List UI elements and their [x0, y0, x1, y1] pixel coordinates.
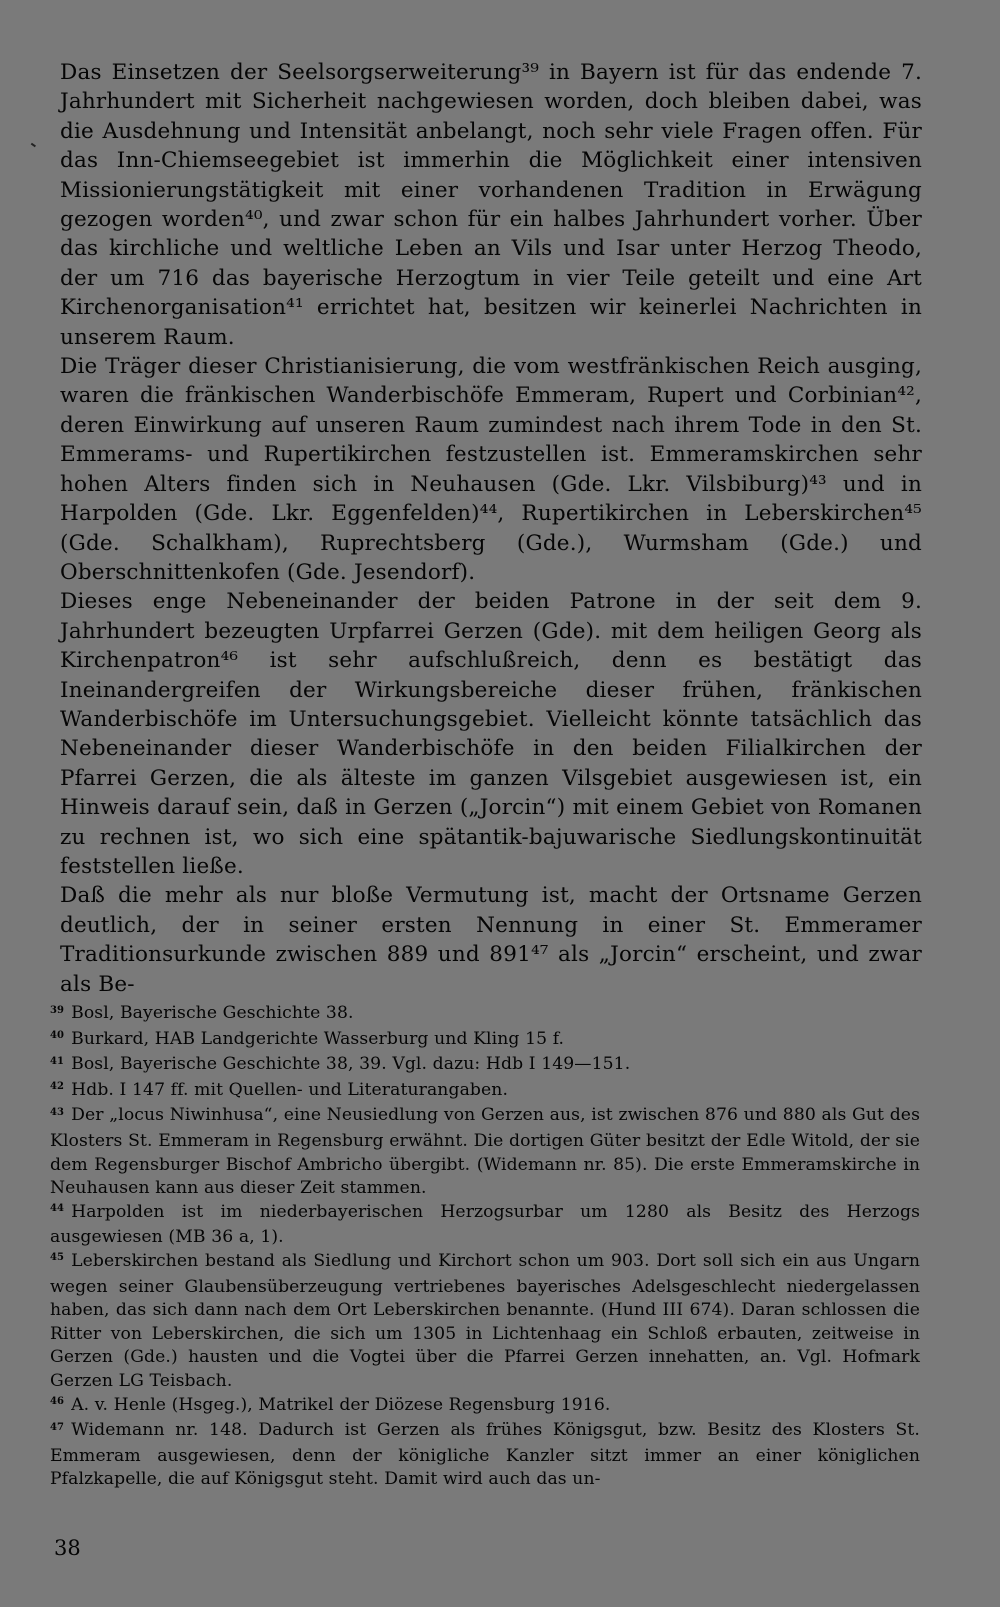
- footnote-text: Harpolden ist im niederbayerischen Herzogsurbar um 1280 als Besitz des Herzogs ausgewiesen (MB 36 a, 1).: [50, 1201, 920, 1248]
- footnote-number: 40: [50, 1030, 65, 1042]
- footnote-number: 46: [50, 1396, 65, 1407]
- footnote-40: [50, 1028, 920, 1054]
- footnote-text: Der „locus Niwinhusa“, eine Neusiedlung von Gerzen aus, ist zwischen 876 und 880 als Gut des Klosters St. Emmeram in Regensburg erwähnt. Die dortigen Güter besitzt der Edle Witold, der sie dem Regensburger Bischof Ambricho übergibt. (Widemann nr. 85). Die erste Emmeramskirche in Neuhausen kann aus dieser Zeit stammen.: [50, 1105, 920, 1199]
- footnote-number: 41: [50, 1055, 65, 1067]
- paragraph-1: Das Einsetzen der Seelsorgserweiterung³⁹ in Bayern ist für das endende 7. Jahrhundert mit Sicherheit nachgewiesen worden, doch bleiben dabei, was die Ausdehnung und Intensität anbelangt, noch sehr viele Fragen offen. Für das Inn-Chiemseegebiet ist immerhin die Möglichkeit einer intensiven Missionierungstätigkeit mit einer vorhandenen Tradition in Erwägung gezogen worden⁴⁰, und zwar schon für ein halbes Jahrhundert vorher. Über das kirchliche und weltliche Leben an Vils und Isar unter Herzog Theodo, der um 716 das bayerische Herzogtum in vier Teile geteilt und eine Art Kirchenorganisation⁴¹ errichtet hat, besitzen wir keinerlei Nachrichten in unserem Raum.: [60, 60, 922, 350]
- paragraph-4: Daß die mehr als nur bloße Vermutung ist, macht der Ortsname Gerzen deutlich, der in seiner ersten Nennung in einer St. Emmeramer Traditionsurkunde zwischen 889 und 891⁴⁷ als „Jorcin“ erscheint, und zwar als Be-: [60, 883, 922, 997]
- footnote-number: 47: [50, 1421, 65, 1433]
- body-text: [60, 58, 922, 999]
- footnote-47: [50, 1419, 920, 1492]
- footnote-number: 42: [50, 1081, 65, 1093]
- footnote-text: A. v. Henle (Hsgeg.), Matrikel der Diözese Regensburg 1916.: [71, 1394, 611, 1415]
- footnote-text: Widemann nr. 148. Dadurch ist Gerzen als frühes Königsgut, bzw. Besitz des Klosters St. Emmeram ausgewiesen, denn der königliche Kanzler sitzt immer an einer königlichen Pfalzkapelle, die auf Königsgut steht. Damit wird auch das un-: [50, 1420, 920, 1490]
- footnote-46: [50, 1394, 920, 1420]
- footnote-number: 43: [50, 1106, 65, 1118]
- footnote-42: [50, 1079, 920, 1105]
- footnote-number: 39: [50, 1004, 65, 1016]
- footnote-number: 45: [50, 1252, 65, 1264]
- footnote-45: [50, 1250, 920, 1394]
- footnote-text: Bosl, Bayerische Geschichte 38, 39. Vgl. dazu: Hdb I 149—151.: [71, 1054, 631, 1075]
- paragraph-2: Die Träger dieser Christianisierung, die vom westfränkischen Reich ausging, waren die fränkischen Wanderbischöfe Emmeram, Rupert und Corbinian⁴², deren Einwirkung auf unseren Raum zumindest nach ihrem Tode in den St. Emmerams- und Rupertikirchen festzustellen ist. Emmeramskirchen sehr hohen Alters finden sich in Neuhausen (Gde. Lkr. Vilsbiburg)⁴³ und in Harpolden (Gde. Lkr. Eggenfelden)⁴⁴, Rupertikirchen in Leberskirchen⁴⁵ (Gde. Schalkham), Ruprechtsberg (Gde.), Wurmsham (Gde.) und Oberschnittenkofen (Gde. Jesendorf).: [60, 354, 922, 585]
- footnote-text: Leberskirchen bestand als Siedlung und Kirchort schon um 903. Dort soll sich ein aus Ungarn wegen seiner Glaubensüberzeugung vertriebenes bayerisches Adelsgeschlecht niedergelassen haben, das sich dann nach dem Ort Leberskirchen benannte. (Hund III 674). Daran schlossen die Ritter von Leberskirchen, die sich um 1305 in Lichtenhaag ein Schloß erbauten, zeitweise in Gerzen (Gde.) hausten und die Vogtei über die Pfarrei Gerzen innehatten, an. Vgl. Hofmark Gerzen LG Teisbach.: [50, 1250, 920, 1391]
- page-speck: [31, 143, 36, 147]
- footnote-number: 44: [50, 1203, 65, 1215]
- footnote-text: Bosl, Bayerische Geschichte 38.: [71, 1003, 354, 1023]
- footnotes: [50, 1002, 920, 1492]
- footnote-text: Burkard, HAB Landgerichte Wasserburg und Kling 15 f.: [71, 1028, 565, 1049]
- page-number: 38: [54, 1536, 81, 1560]
- footnote-44: [50, 1201, 920, 1250]
- paragraph-3: Dieses enge Nebeneinander der beiden Patrone in der seit dem 9. Jahrhundert bezeugten Urpfarrei Gerzen (Gde). mit dem heiligen Georg als Kirchenpatron⁴⁶ ist sehr aufschlußreich, denn es bestätigt das Ineinandergreifen der Wirkungsbereiche dieser frühen, fränkischen Wanderbischöfe im Untersuchungsgebiet. Vielleicht könnte tatsächlich das Nebeneinander dieser Wanderbischöfe in den beiden Filialkirchen der Pfarrei Gerzen, die als älteste im ganzen Vilsgebiet ausgewiesen ist, ein Hinweis darauf sein, daß in Gerzen („Jorcin“) mit einem Gebiet von Romanen zu rechnen ist, wo sich eine spätantik-bajuwarische Siedlungskontinuität feststellen ließe.: [60, 589, 922, 879]
- footnote-text: Hdb. I 147 ff. mit Quellen- und Literaturangaben.: [71, 1079, 509, 1100]
- footnote-43: [50, 1104, 920, 1200]
- footnote-39: [50, 1002, 920, 1028]
- footnote-41: [50, 1053, 920, 1079]
